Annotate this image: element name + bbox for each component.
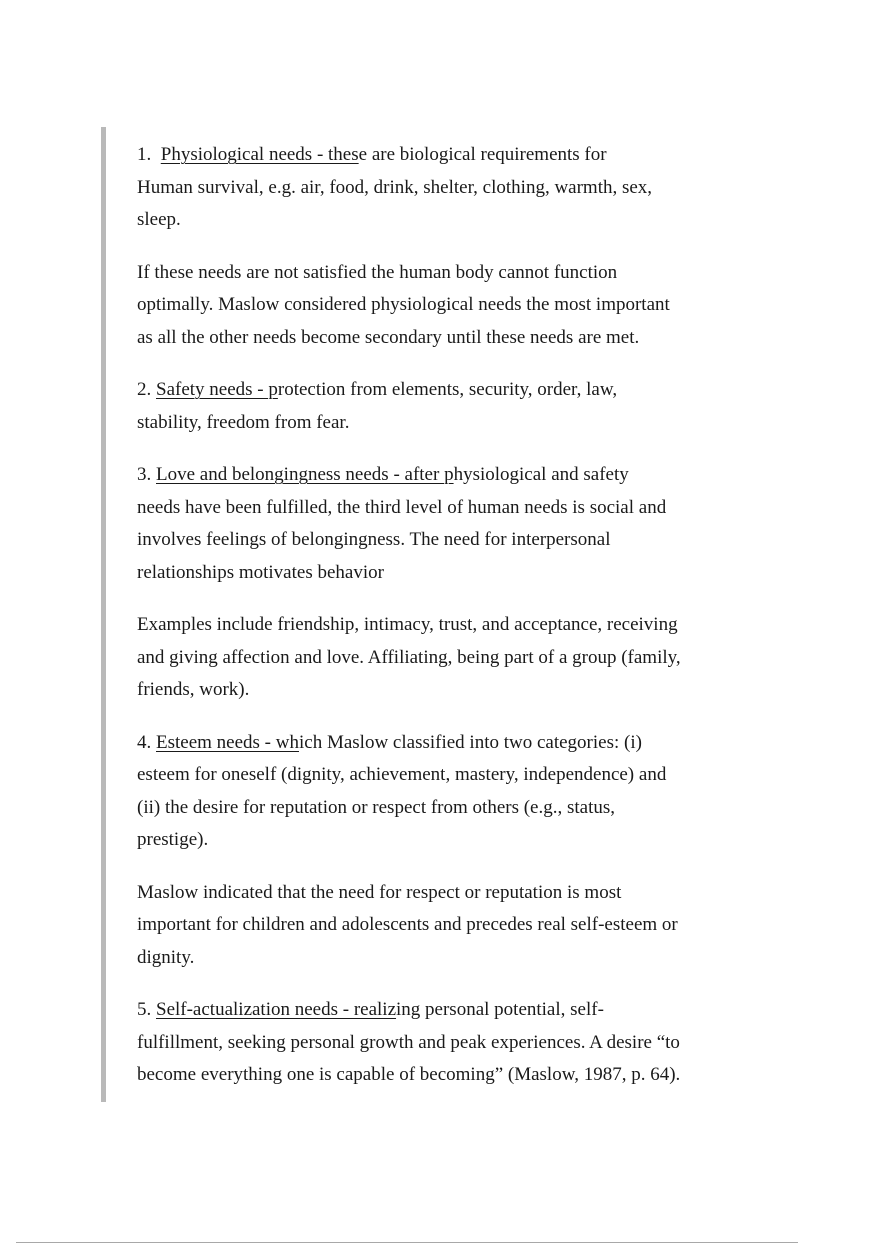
list-number: 2.	[137, 379, 156, 400]
list-number: 5.	[137, 999, 156, 1020]
underlined-heading: Safety needs - p	[156, 379, 278, 400]
line: friends, work).	[137, 679, 250, 700]
text-run: e are biological requirements for	[358, 144, 607, 165]
line: esteem for oneself (dignity, achievement, mastery, independence) and	[137, 764, 667, 785]
line: If these needs are not satisfied the human body cannot function	[137, 261, 618, 283]
line: important for children and adolescents and precedes real self-esteem or	[137, 914, 678, 935]
line: (ii) the desire for reputation or respect from others (e.g., status,	[137, 796, 616, 818]
paragraph-self-actualization	[137, 994, 697, 1092]
line	[137, 727, 697, 760]
paragraph-esteem	[137, 727, 697, 857]
line: dignity.	[137, 946, 195, 968]
underlined-heading: Physiological needs - thes	[160, 144, 359, 165]
page-bottom-rule	[16, 1242, 798, 1243]
line: needs have been fulfilled, the third level of human needs is social and	[137, 496, 667, 518]
line: relationships motivates behavior	[137, 561, 384, 583]
line: Examples include friendship, intimacy, trust, and acceptance, receiving	[137, 614, 678, 635]
list-number: 3.	[137, 464, 156, 485]
line: as all the other needs become secondary until these needs are met.	[137, 326, 640, 348]
line: and giving affection and love. Affiliating, being part of a group (family,	[137, 646, 681, 668]
line: fulfillment, seeking personal growth and peak experiences. A desire “to	[137, 1031, 680, 1053]
paragraph-safety	[137, 374, 697, 439]
paragraph-esteem-detail	[137, 877, 697, 975]
line: become everything one is capable of becoming” (Maslow, 1987, p. 64).	[137, 1064, 681, 1085]
text-run: hysiological and safety	[453, 464, 629, 485]
line: Human survival, e.g. air, food, drink, shelter, clothing, warmth, sex,	[137, 176, 653, 198]
text-run: ing personal potential, self-	[396, 999, 604, 1020]
line: Maslow indicated that the need for respect or reputation is most	[137, 881, 622, 903]
paragraph-love-examples	[137, 609, 697, 707]
list-number: 4.	[137, 731, 156, 753]
line: involves feelings of belongingness. The need for interpersonal	[137, 529, 611, 550]
text-run: rotection from elements, security, order, law,	[277, 379, 618, 400]
line: optimally. Maslow considered physiological needs the most important	[137, 294, 670, 315]
underlined-heading: Self-actualization needs - realiz	[156, 999, 397, 1020]
underlined-heading: Love and belongingness needs - after p	[156, 464, 454, 485]
list-number: 1.	[137, 144, 161, 165]
line: stability, freedom from fear.	[137, 411, 350, 433]
paragraph-love-belonging	[137, 459, 697, 589]
paragraph-physiological-detail	[137, 257, 697, 355]
line	[137, 459, 697, 492]
line	[137, 994, 697, 1027]
change-bar	[101, 127, 106, 1102]
line	[137, 139, 697, 172]
line: sleep.	[137, 209, 181, 230]
document-body	[137, 139, 697, 1112]
underlined-heading: Esteem needs - wh	[156, 731, 299, 753]
line	[137, 374, 697, 407]
text-run: ich Maslow classified into two categories: (i)	[298, 731, 642, 753]
line: prestige).	[137, 829, 209, 850]
paragraph-physiological	[137, 139, 697, 237]
